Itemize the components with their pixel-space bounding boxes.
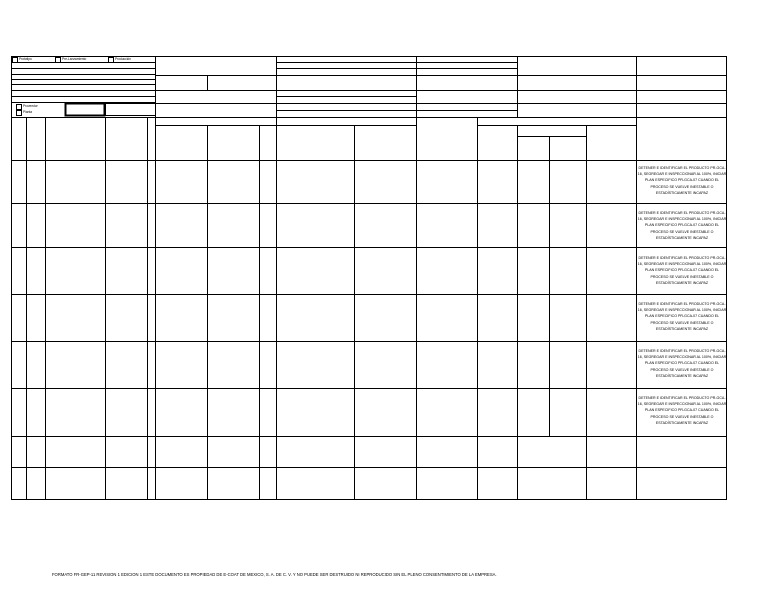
reaction-plan-note: DETENER E IDENTIFICAR EL PRODUCTO PR-GCA-16, SEGREGAR E INSPECCIONAR AL 100%, INICIAR PLAN ESPECIFICO PR-GCA-07 CUANDO EL PROCESO SE VUELVE INESTABLE O ESTADÍSTICAMENTE INCAPAZ [637,396,727,425]
reaction-plan-note: DETENER E IDENTIFICAR EL PRODUCTO PR-GCA-16, SEGREGAR E INSPECCIONAR AL 100%, INICIAR PLAN ESPECIFICO PR-GCA-07 CUANDO EL PROCESO SE VUELVE INESTABLE O ESTADÍSTICAMENTE INCAPAZ [637,166,727,195]
checkbox-planta[interactable] [16,110,22,116]
reaction-plan-note: DETENER E IDENTIFICAR EL PRODUCTO PR-GCA-16, SEGREGAR E INSPECCIONAR AL 100%, INICIAR PLAN ESPECIFICO PR-GCA-07 CUANDO EL PROCESO SE VUELVE INESTABLE O ESTADÍSTICAMENTE INCAPAZ [637,211,727,240]
option-label-pre-lanzamiento: Pre-Lanzamiento [62,57,87,61]
option-label-planta: Planta [23,110,33,114]
checkbox-prototipo[interactable] [12,57,18,63]
footer-disclaimer: FORMATO FR-GEP-11 REVISION 1 EDICION 1 ESTE DOCUMENTO ES PROPIEDAD DE E-COAT DE MEXICO, S. A. DE C. V. Y NO PUEDE SER DESTRUIDO NI REPRODUCIDO SIN EL PLENO CONSENTIMIENTO DE LA EMPRESA. [52,572,497,577]
checkbox-pre-lanzamiento[interactable] [55,57,61,63]
checkbox-produccion[interactable] [108,57,114,63]
option-label-proveedor: Proveedor [23,104,38,108]
option-label-produccion: Producción [115,57,131,61]
reaction-plan-note: DETENER E IDENTIFICAR EL PRODUCTO PR-GCA-16, SEGREGAR E INSPECCIONAR AL 100%, INICIAR PLAN ESPECIFICO PR-GCA-07 CUANDO EL PROCESO SE VUELVE INESTABLE O ESTADÍSTICAMENTE INCAPAZ [637,256,727,285]
reaction-plan-note: DETENER E IDENTIFICAR EL PRODUCTO PR-GCA-16, SEGREGAR E INSPECCIONAR AL 100%, INICIAR PLAN ESPECIFICO PR-GCA-07 CUANDO EL PROCESO SE VUELVE INESTABLE O ESTADÍSTICAMENTE INCAPAZ [637,349,727,378]
reaction-plan-note: DETENER E IDENTIFICAR EL PRODUCTO PR-GCA-16, SEGREGAR E INSPECCIONAR AL 100%, INICIAR PLAN ESPECIFICO PR-GCA-07 CUANDO EL PROCESO SE VUELVE INESTABLE O ESTADÍSTICAMENTE INCAPAZ [637,302,727,331]
option-label-prototipo: Prototipo [19,57,32,61]
